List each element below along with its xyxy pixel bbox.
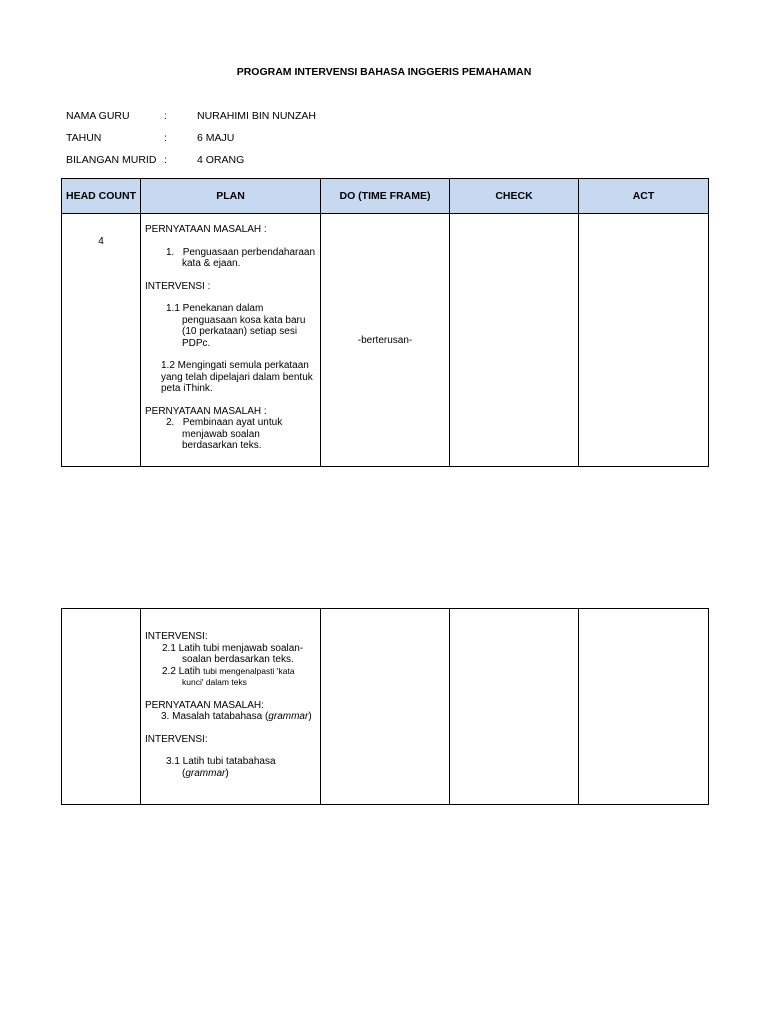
item-number: 2.	[166, 417, 175, 428]
intervention-item	[145, 756, 316, 779]
item-text: Pembinaan ayat untuk menjawab soalan berdasarkan teks.	[182, 417, 283, 451]
item-text: )	[308, 711, 312, 722]
problem-heading: PERNYATAAN MASALAH :	[145, 405, 267, 417]
info-label: BILANGAN MURID	[66, 154, 157, 166]
table-row	[62, 609, 709, 805]
intervention-item	[145, 666, 316, 689]
plan-cell	[141, 214, 321, 467]
problem-heading: PERNYATAAN MASALAH :	[145, 224, 267, 235]
header-act: ACT	[579, 179, 709, 214]
check-cell	[450, 214, 579, 467]
head-count-cell	[62, 609, 141, 805]
item-text: tubi mengenalpasti 'kata kunci' dalam teks	[182, 665, 295, 687]
problem-heading: PERNYATAAN MASALAH:	[145, 699, 264, 711]
item-text: Penguasaan perbendaharaan kata & ejaan.	[182, 246, 316, 269]
info-value: 4 ORANG	[197, 154, 245, 166]
intervention-item: 1.1 Penekanan dalam penguasaan kosa kata baru (10 perkataan) setiap sesi PDPc.	[166, 303, 306, 349]
head-count-cell: 4	[62, 214, 141, 467]
problem-item	[145, 711, 316, 723]
problem-item	[145, 417, 316, 452]
item-text: 3.1 Latih tubi tatabahasa (	[166, 756, 276, 779]
check-cell	[450, 609, 579, 805]
do-cell: -berterusan-	[321, 214, 450, 467]
intervention-heading: INTERVENSI:	[145, 733, 208, 745]
item-emphasis: grammar	[268, 711, 309, 722]
header-check: CHECK	[450, 179, 579, 214]
table-header-row	[62, 179, 709, 214]
pdca-table-continued	[61, 608, 709, 805]
intervention-heading: INTERVENSI :	[145, 280, 211, 292]
intervention-heading: INTERVENSI:	[145, 631, 208, 642]
item-text: )	[225, 767, 229, 779]
info-label: TAHUN	[66, 132, 102, 144]
act-cell	[579, 214, 709, 467]
info-value: NURAHIMI BIN NUNZAH	[197, 110, 317, 122]
intervention-item: 1.2 Mengingati semula perkataan yang telah dipelajari dalam bentuk peta iThink.	[161, 360, 313, 394]
info-separator: :	[164, 110, 167, 122]
info-value: 6 MAJU	[197, 132, 235, 144]
header-do: DO (TIME FRAME)	[321, 179, 450, 214]
item-number: 1.	[166, 246, 175, 258]
table-row	[62, 214, 709, 467]
info-separator: :	[164, 154, 167, 166]
page-title: PROGRAM INTERVENSI BAHASA INGGERIS PEMAHAMAN	[236, 66, 532, 78]
info-label: NAMA GURU	[66, 110, 130, 122]
item-text: 3. Masalah tatabahasa (	[161, 711, 269, 722]
plan-cell	[141, 609, 321, 805]
intervention-item: 2.1 Latih tubi menjawab soalan-soalan berdasarkan teks.	[162, 642, 304, 665]
pdca-table	[61, 178, 709, 467]
item-emphasis: grammar	[185, 767, 226, 779]
problem-item	[145, 247, 316, 270]
item-text: 2.2 Latih	[162, 665, 204, 677]
info-separator: :	[164, 132, 167, 144]
header-head-count: HEAD COUNT	[62, 179, 141, 214]
act-cell	[579, 609, 709, 805]
header-plan: PLAN	[141, 179, 321, 214]
do-cell	[321, 609, 450, 805]
